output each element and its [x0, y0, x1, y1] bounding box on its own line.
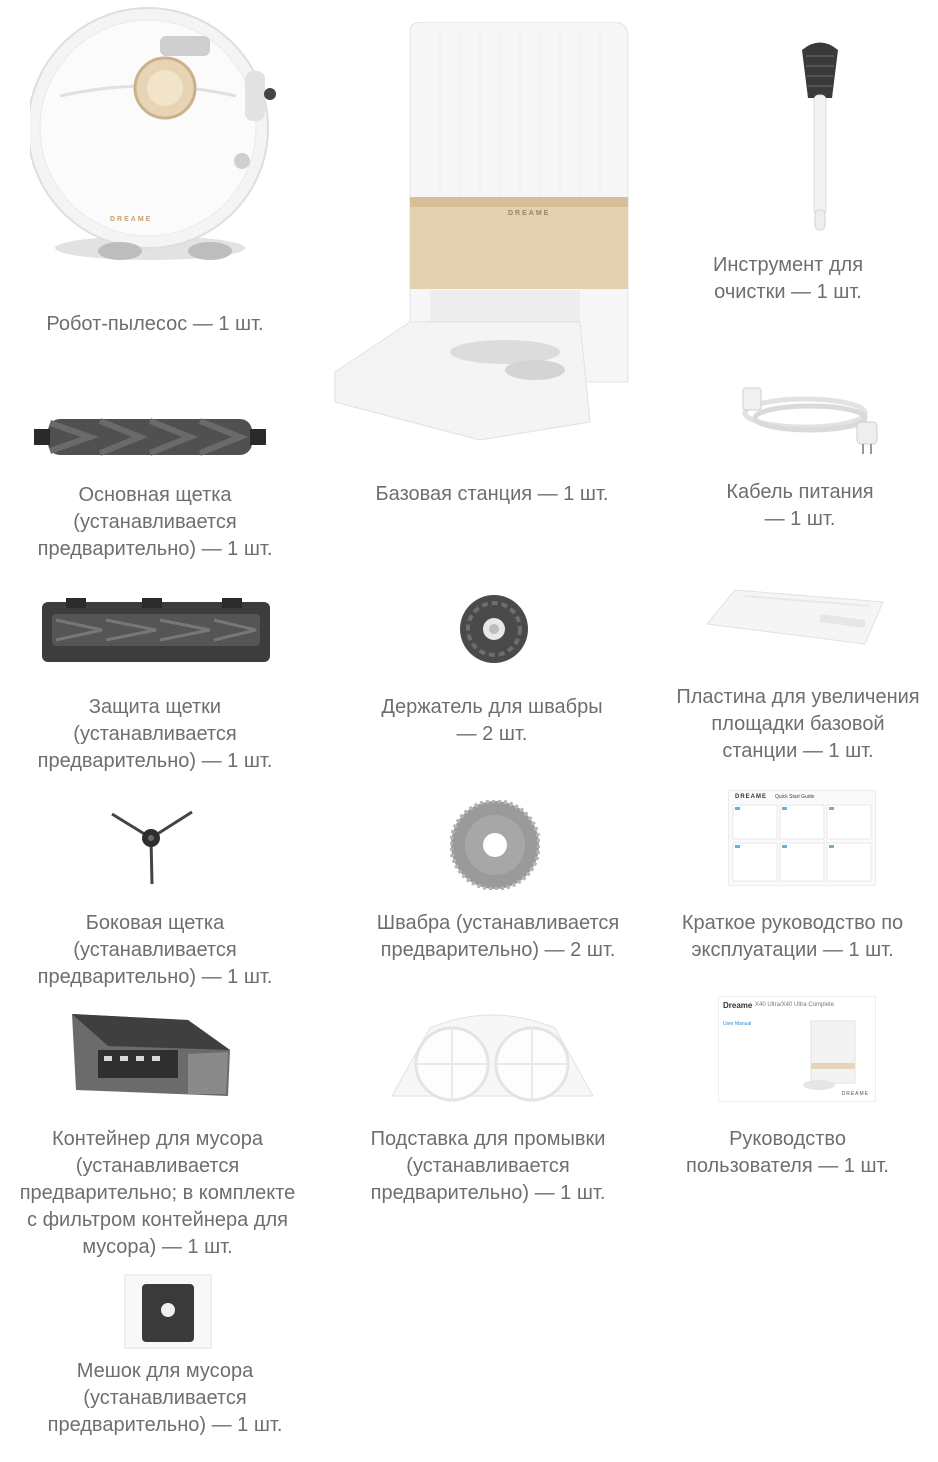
- cleaning-tool-caption: Инструмент для очистки — 1 шт.: [712, 254, 864, 303]
- side-brush-caption: Боковая щетка (устанавливается предварительно) — 1 шт.: [37, 912, 273, 988]
- guide-logo: DREAME: [735, 794, 768, 800]
- brush-guard-caption: Защита щетки (устанавливается предварительно) — 1 шт.: [37, 696, 273, 772]
- user-manual-image: [718, 996, 876, 1102]
- dust-bag-caption: Мешок для мусора (устанавливается предварительно) — 1 шт.: [47, 1360, 283, 1436]
- base-station-caption: Базовая станция — 1 шт.: [375, 483, 609, 505]
- main-brush-image: [30, 403, 270, 471]
- quick-start-guide-image: [728, 790, 876, 886]
- manual-logo: DREAME: [841, 1091, 869, 1097]
- side-brush-image: [106, 806, 196, 886]
- ramp-extension-caption: Пластина для увеличения площадки базовой станции — 1 шт.: [676, 686, 920, 762]
- manual-model: X40 Ultra/X40 Ultra Complete: [755, 1002, 835, 1008]
- dust-bin-caption: Контейнер для мусора (устанавливается предварительно; в комплекте с фильтром контейнера для мусора) — 1 шт.: [19, 1128, 296, 1258]
- manual-title: User Manual: [723, 1021, 752, 1027]
- base-station-image: [330, 22, 640, 442]
- robot-vacuum-caption: Робот-пылесос — 1 шт.: [46, 313, 264, 335]
- mop-holder-image: [458, 593, 530, 665]
- washboard-caption: Подставка для промывки (устанавливается предварительно) — 1 шт.: [370, 1128, 606, 1204]
- power-cable-caption: Кабель питания — 1 шт.: [726, 481, 874, 530]
- mop-caption: Швабра (устанавливается предварительно) — 2 шт.: [376, 912, 620, 961]
- quick-start-guide-caption: Краткое руководство по эксплуатации — 1 шт.: [681, 912, 904, 961]
- user-manual-caption: Руководство пользователя — 1 шт.: [686, 1128, 889, 1177]
- robot-vacuum-image: [30, 6, 280, 268]
- guide-title: Quick Start Guide: [775, 794, 815, 800]
- mop-holder-caption: Держатель для швабры — 2 шт.: [381, 696, 603, 745]
- mop-image: [450, 800, 540, 890]
- cleaning-tool-image: [790, 40, 850, 235]
- robot-logo: DREAME: [110, 216, 153, 223]
- base-station-logo: DREAME: [508, 210, 551, 217]
- ramp-extension-image: [705, 588, 890, 648]
- power-cable-image: [735, 378, 885, 458]
- dust-bin-image: [68, 1010, 233, 1100]
- main-brush-caption: Основная щетка (устанавливается предварительно) — 1 шт.: [37, 484, 273, 560]
- washboard-image: [390, 1008, 595, 1103]
- brush-guard-image: [42, 598, 270, 664]
- manual-brand: Dreame: [723, 1001, 753, 1010]
- dust-bag-image: [124, 1274, 212, 1349]
